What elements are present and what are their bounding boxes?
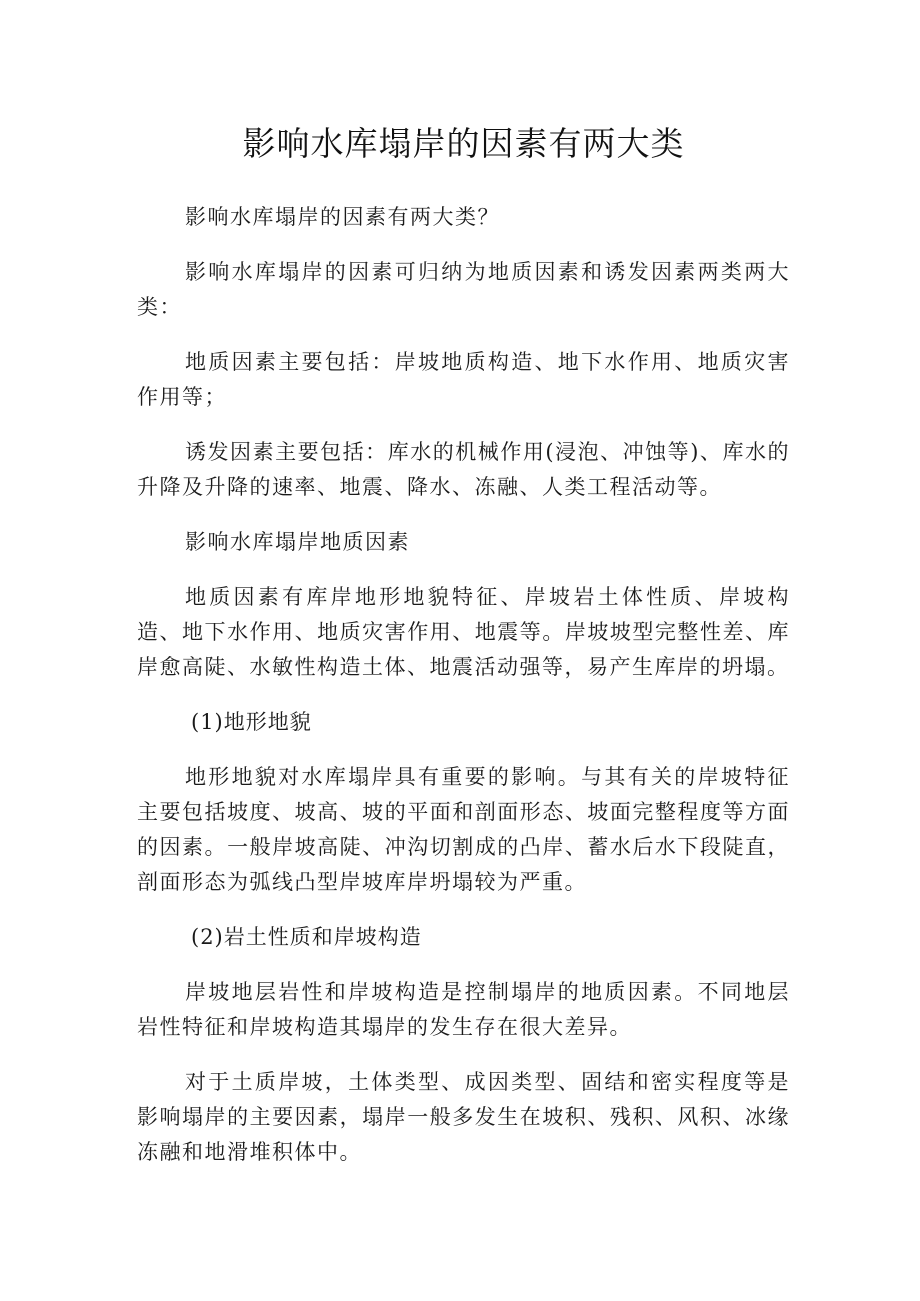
subheading-rock-soil: (2)岩土性质和岸坡构造 <box>191 925 422 949</box>
paragraph-summary: 影响水库塌岸的因素可归纳为地质因素和诱发因素两类两大类： <box>137 260 790 319</box>
document-title: 影响水库塌岸的因素有两大类 <box>242 124 685 163</box>
paragraph-question: 影响水库塌岸的因素有两大类？ <box>185 205 500 229</box>
paragraph-rock-soil: 岸坡地层岩性和岸坡构造是控制塌岸的地质因素。不同地层岩性特征和岸坡构造其塌岸的发生存在很大差异。 <box>137 980 790 1039</box>
paragraph-geologic-detail: 地质因素有库岸地形地貌特征、岸坡岩土体性质、岸坡构造、地下水作用、地质灾害作用、地震等。岸坡坡型完整性差、库岸愈高陡、水敏性构造土体、地震活动强等，易产生库岸的坍塌。 <box>137 585 790 679</box>
subheading-landform: (1)地形地貌 <box>191 710 312 734</box>
section-heading-geologic: 影响水库塌岸地质因素 <box>185 530 410 554</box>
paragraph-triggering-factors: 诱发因素主要包括：库水的机械作用(浸泡、冲蚀等)、库水的升降及升降的速率、地震、降水、冻融、人类工程活动等。 <box>137 440 790 499</box>
paragraph-soil-slope: 对于土质岸坡，土体类型、成因类型、固结和密实程度等是影响塌岸的主要因素，塌岸一般多发生在坡积、残积、风积、冰缘冻融和地滑堆积体中。 <box>137 1070 790 1164</box>
paragraph-geologic-factors: 地质因素主要包括：岸坡地质构造、地下水作用、地质灾害作用等； <box>137 350 790 409</box>
paragraph-landform: 地形地貌对水库塌岸具有重要的影响。与其有关的岸坡特征主要包括坡度、坡高、坡的平面和剖面形态、坡面完整程度等方面的因素。一般岸坡高陡、冲沟切割成的凸岸、蓄水后水下段陡直，剖面形态为弧线凸型岸坡库岸坍塌较为严重。 <box>137 765 790 894</box>
